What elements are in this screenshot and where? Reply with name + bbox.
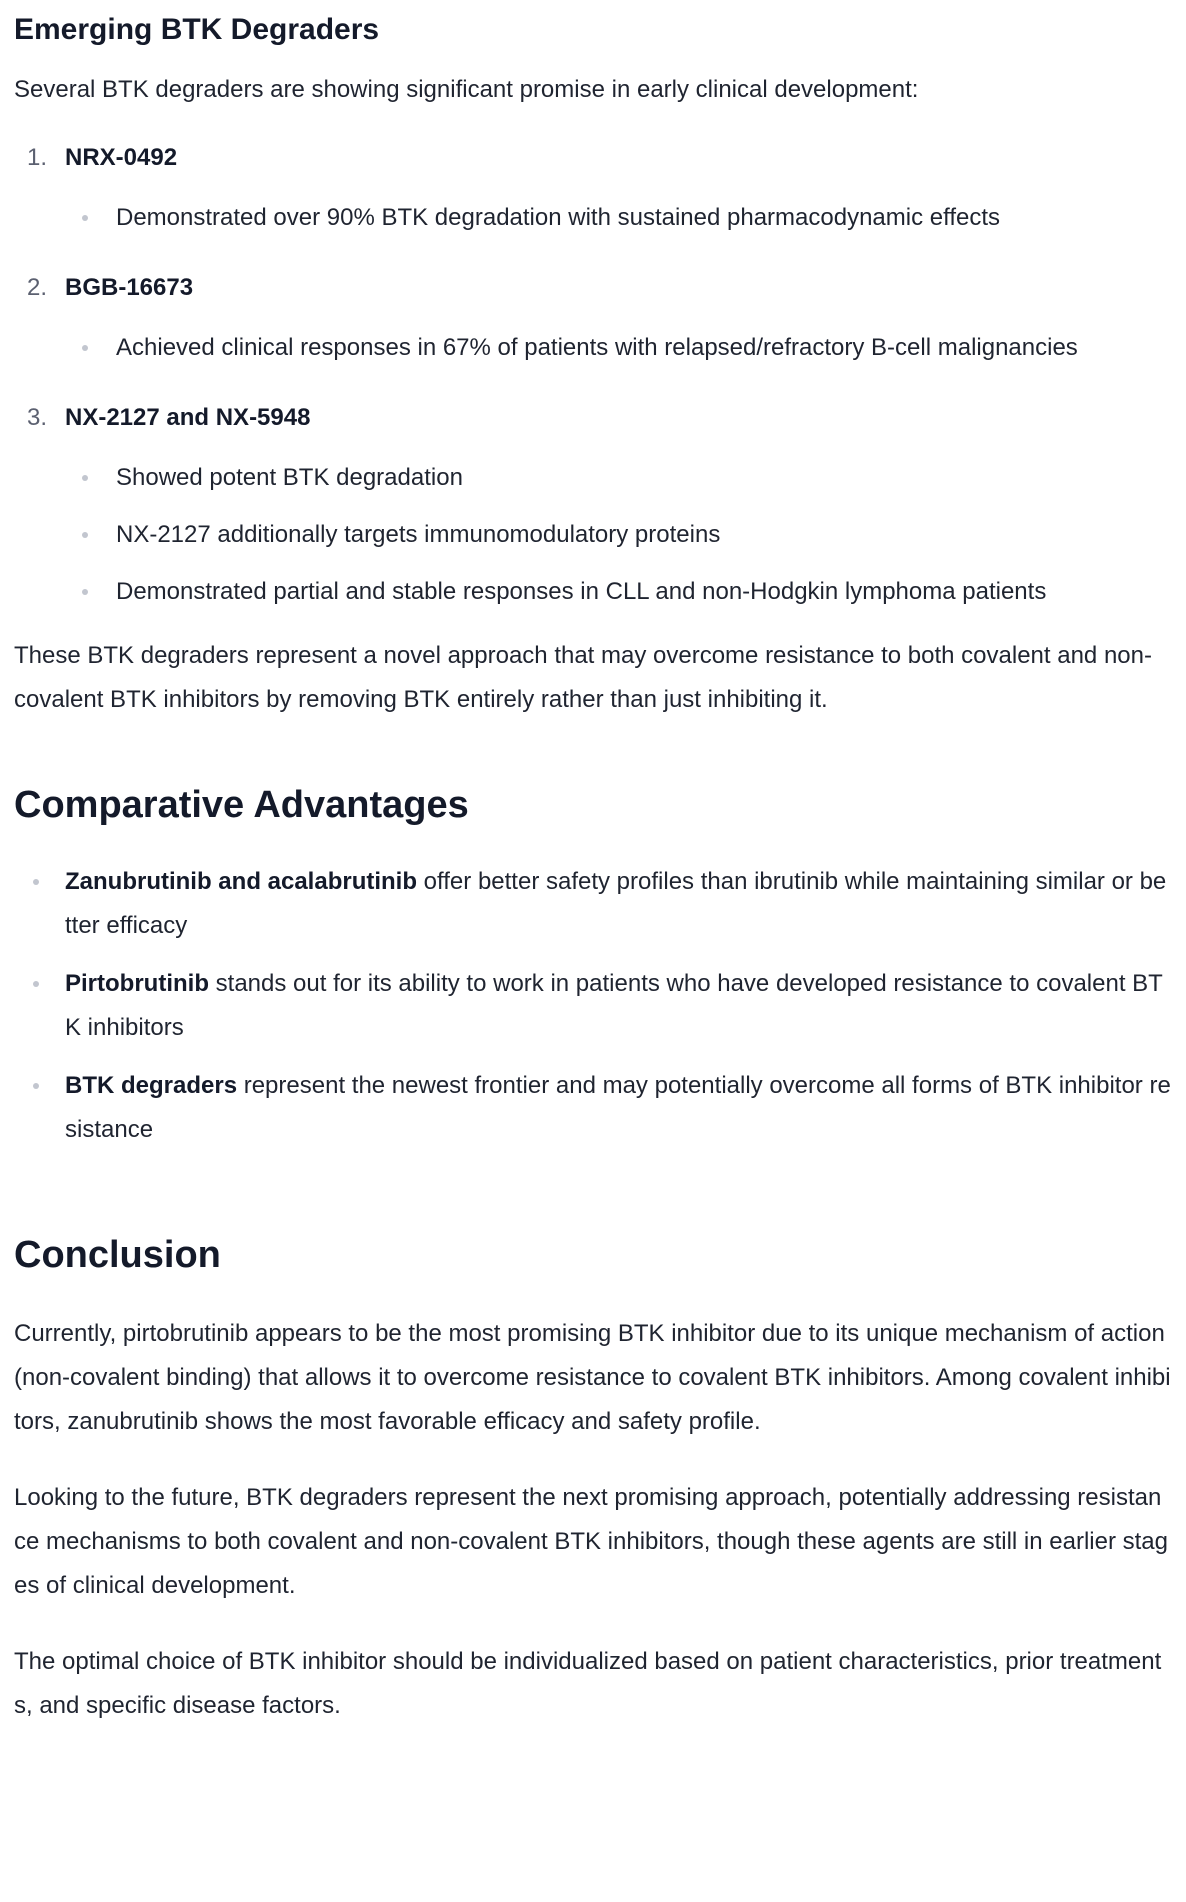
bullet-icon (82, 215, 88, 221)
list-item (14, 456, 1172, 500)
degrader-name: NRX-0492 (65, 144, 178, 171)
list-item (14, 1064, 1172, 1152)
comparative-advantages-section (14, 780, 1172, 1152)
degrader-detail-list (14, 456, 1172, 614)
degrader-detail-list (14, 326, 1172, 370)
list-number: 3. (27, 404, 48, 431)
advantage-drug-name: BTK degraders (65, 1072, 238, 1099)
bullet-icon (82, 345, 88, 351)
advantage-text: represent the newest frontier and may potentially overcome all forms of BTK inhibitor resistance (65, 1072, 1171, 1143)
comparative-advantages-heading: Comparative Advantages (14, 784, 469, 826)
advantage-drug-name: Pirtobrutinib (65, 970, 209, 997)
degrader-name: BGB-16673 (65, 274, 194, 301)
conclusion-section (14, 1230, 1172, 1728)
emerging-degraders-section (14, 10, 1172, 722)
degrader-numbered-list (14, 136, 1172, 614)
conclusion-paragraph: The optimal choice of BTK inhibitor should be individualized based on patient characteristics, prior treatments, and specific disease factors. (14, 1648, 1162, 1719)
list-item (14, 513, 1172, 557)
list-item (14, 136, 1172, 240)
conclusion-heading: Conclusion (14, 1234, 221, 1276)
list-item (14, 266, 1172, 370)
bullet-icon (82, 589, 88, 595)
list-item (14, 326, 1172, 370)
bullet-icon (33, 879, 39, 885)
emerging-degraders-heading: Emerging BTK Degraders (14, 13, 380, 46)
bullet-icon (33, 981, 39, 987)
bullet-icon (33, 1083, 39, 1089)
list-item (14, 396, 1172, 614)
conclusion-paragraph: Currently, pirtobrutinib appears to be the most promising BTK inhibitor due to its unique mechanism of action (non-covalent binding) that allows it to overcome resistance to covalent BTK inhibitors. Among covalent inhibitors, zanubrutinib shows the most favorable efficacy and safety profile. (14, 1320, 1171, 1435)
list-item (14, 570, 1172, 614)
detail-text: Demonstrated over 90% BTK degradation with sustained pharmacodynamic effects (116, 204, 1001, 231)
list-number: 2. (27, 274, 48, 301)
degrader-item-heading (14, 396, 1172, 440)
advantage-text: offer better safety profiles than ibrutinib while maintaining similar or better efficacy (65, 868, 1167, 939)
detail-text: NX-2127 additionally targets immunomodulatory proteins (116, 521, 721, 548)
advantage-text: stands out for its ability to work in patients who have developed resistance to covalent BTK inhibitors (65, 970, 1163, 1041)
emerging-intro-paragraph: Several BTK degraders are showing significant promise in early clinical development: (14, 76, 919, 103)
response-document (0, 10, 1186, 1902)
emerging-summary-paragraph: These BTK degraders represent a novel approach that may overcome resistance to both covalent and non-covalent BTK inhibitors by removing BTK entirely rather than just inhibiting it. (14, 642, 1152, 713)
list-item (14, 962, 1172, 1050)
detail-text: Showed potent BTK degradation (116, 464, 463, 491)
bullet-icon (82, 475, 88, 481)
bullet-icon (82, 532, 88, 538)
degrader-detail-list (14, 196, 1172, 240)
degrader-name: NX-2127 and NX-5948 (65, 404, 311, 431)
advantages-list (14, 860, 1172, 1152)
list-item (14, 860, 1172, 948)
conclusion-paragraph: Looking to the future, BTK degraders represent the next promising approach, potentially addressing resistance mechanisms to both covalent and non-covalent BTK inhibitors, though these agents are still in earlier stages of clinical development. (14, 1484, 1168, 1599)
advantage-drug-name: Zanubrutinib and acalabrutinib (65, 868, 418, 895)
list-number: 1. (27, 144, 48, 171)
degrader-item-heading (14, 136, 1172, 180)
detail-text: Demonstrated partial and stable responses in CLL and non-Hodgkin lymphoma patients (116, 578, 1047, 605)
list-item (14, 196, 1172, 240)
degrader-item-heading (14, 266, 1172, 310)
detail-text: Achieved clinical responses in 67% of patients with relapsed/refractory B-cell malignancies (116, 334, 1078, 361)
